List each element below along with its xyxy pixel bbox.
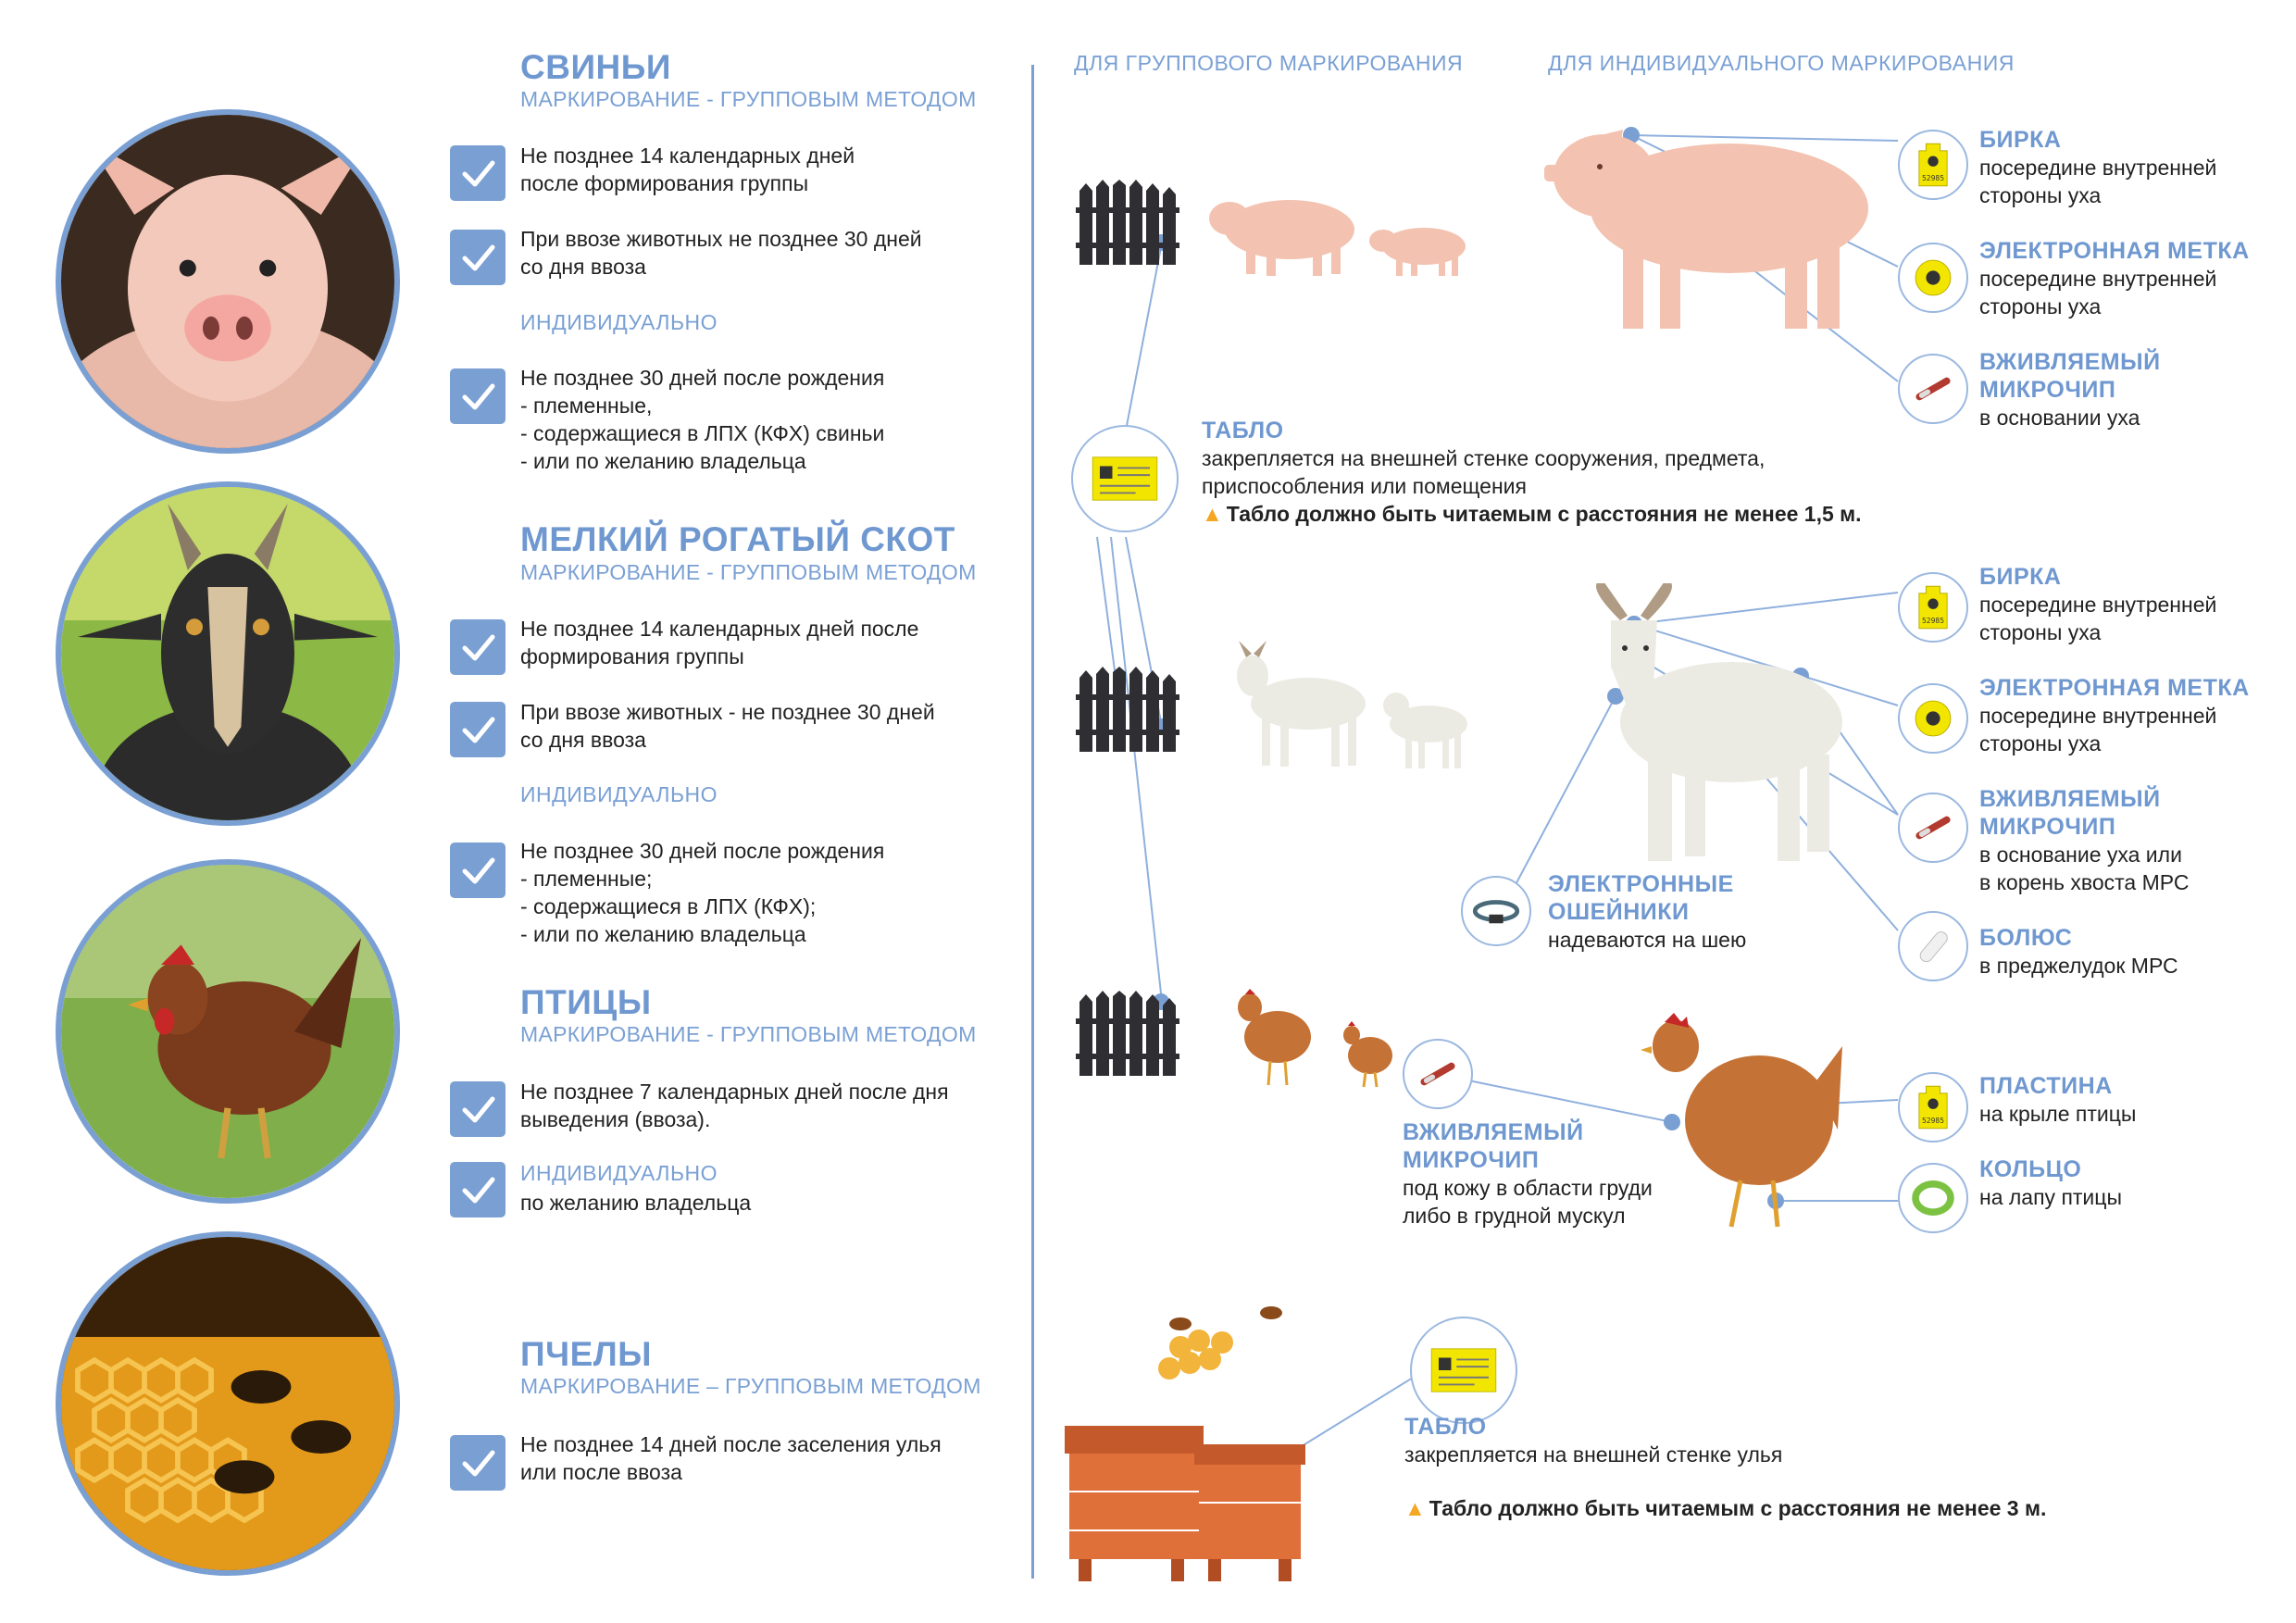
bird-chip-desc: под кожу в области груди либо в грудной мускул bbox=[1403, 1176, 1653, 1228]
smallcattle-rule-1: Не позднее 14 календарных дней после формирования группы bbox=[520, 617, 919, 668]
bird-ring-desc: на лапу птицы bbox=[1979, 1185, 2122, 1209]
goat-collar-desc: надеваются на шею bbox=[1548, 928, 1747, 952]
hive-tablo-icon bbox=[1410, 1317, 1517, 1424]
fence-icon bbox=[1076, 991, 1179, 1080]
tablo-warning: ▲ Табло должно быть читаемым с расстояния не менее 1,5 м. bbox=[1202, 502, 1862, 526]
chicken-group-illustration bbox=[1222, 981, 1398, 1092]
pig-group-illustration bbox=[1202, 181, 1489, 283]
goat-etag-label: ЭЛЕКТРОННАЯ МЕТКА bbox=[1979, 675, 2250, 701]
bees-rule-1: Не позднее 14 дней после заселения улья или после ввоза bbox=[520, 1432, 942, 1484]
birds-title: ПТИЦЫ bbox=[520, 983, 652, 1021]
birds-rule-1: Не позднее 7 календарных дней после дня выведения (ввоза). bbox=[520, 1080, 949, 1131]
birds-individual-label: ИНДИВИДУАЛЬНО bbox=[520, 1161, 718, 1185]
pig-chip-label: ВЖИВЛЯЕМЫЙ МИКРОЧИП bbox=[1979, 349, 2161, 403]
goat-chip-desc: в основание уха или в корень хвоста МРС bbox=[1979, 843, 2190, 894]
birds-individual-text: по желанию владельца bbox=[520, 1191, 752, 1215]
smallcattle-individual-label: ИНДИВИДУАЛЬНО bbox=[520, 782, 718, 806]
pig-illustration bbox=[1535, 120, 1887, 333]
tablo-icon bbox=[1071, 425, 1179, 532]
pig-chip-desc: в основании уха bbox=[1979, 406, 2140, 430]
hive-tablo-desc: закрепляется на внешней стенке улья bbox=[1404, 1442, 1783, 1467]
pigs-rule-1: Не позднее 14 календарных дней после формирования группы bbox=[520, 144, 855, 195]
svg-text:52985: 52985 bbox=[1921, 174, 1945, 183]
goat-tag-desc: посередине внутренней стороны уха bbox=[1979, 593, 2217, 644]
warning-icon: ▲ bbox=[1202, 502, 1223, 526]
goat-chip-label: ВЖИВЛЯЕМЫЙ МИКРОЧИП bbox=[1979, 786, 2161, 840]
bird-plate-label: ПЛАСТИНА bbox=[1979, 1073, 2113, 1099]
goat-tag-label: БИРКА bbox=[1979, 564, 2062, 590]
smallcattle-rule-2: При ввозе животных - не позднее 30 дней со дня ввоза bbox=[520, 700, 935, 752]
goat-collar-label: ЭЛЕКТРОННЫЕ ОШЕЙНИКИ bbox=[1548, 871, 1734, 925]
goat-illustration bbox=[1555, 583, 1861, 870]
microchip-icon bbox=[1898, 354, 1968, 424]
hive-tablo-label: ТАБЛО bbox=[1404, 1414, 1487, 1440]
beehive-illustration bbox=[1060, 1296, 1310, 1583]
hive-tablo-warning: ▲ Табло должно быть читаемым с расстояния не менее 3 м. bbox=[1404, 1496, 2047, 1520]
pigs-individual-label: ИНДИВИДУАЛЬНО bbox=[520, 310, 718, 334]
wing-plate-icon bbox=[1898, 1072, 1968, 1142]
goat-etag-desc: посередине внутренней стороны уха bbox=[1979, 704, 2217, 755]
pigs-individual-rule: Не позднее 30 дней после рождения - племенные, - содержащиеся в ЛПХ (КФХ) свиньи - или по желанию владельца bbox=[520, 366, 885, 473]
electronic-tag-icon bbox=[1898, 243, 1968, 313]
pig-tag-label: БИРКА bbox=[1979, 127, 2062, 153]
birds-subtitle: МАРКИРОВАНИЕ - ГРУППОВЫМ МЕТОДОМ bbox=[520, 1022, 977, 1046]
goat-bolus-desc: в преджелудок МРС bbox=[1979, 954, 2178, 978]
fence-icon bbox=[1076, 180, 1179, 268]
bird-plate-desc: на крыле птицы bbox=[1979, 1102, 2137, 1126]
svg-text:52985: 52985 bbox=[1921, 617, 1945, 626]
tablo-desc: закрепляется на внешней стенке сооружения, предмета, приспособления или помещения bbox=[1202, 446, 1766, 498]
collar-icon bbox=[1461, 876, 1531, 946]
ear-tag-icon bbox=[1898, 572, 1968, 643]
smallcattle-individual-rule: Не позднее 30 дней после рождения - племенные; - содержащиеся в ЛПХ (КФХ); - или по желанию владельца bbox=[520, 839, 885, 946]
group-marking-header: ДЛЯ ГРУППОВОГО МАРКИРОВАНИЯ bbox=[1074, 51, 1464, 75]
bees-title: ПЧЕЛЫ bbox=[520, 1335, 652, 1373]
warning-icon: ▲ bbox=[1404, 1496, 1426, 1520]
fence-icon bbox=[1076, 667, 1179, 755]
pigs-rule-2: При ввозе животных не позднее 30 дней со дня ввоза bbox=[520, 227, 922, 279]
pigs-title: СВИНЬИ bbox=[520, 48, 671, 86]
svg-text:52985: 52985 bbox=[1921, 1117, 1945, 1126]
pig-tag-desc: посередине внутренней стороны уха bbox=[1979, 156, 2217, 207]
smallcattle-title: МЕЛКИЙ РОГАТЫЙ СКОТ bbox=[520, 520, 955, 558]
individual-marking-header: ДЛЯ ИНДИВИДУАЛЬНОГО МАРКИРОВАНИЯ bbox=[1548, 51, 2015, 75]
leg-ring-icon bbox=[1898, 1163, 1968, 1233]
electronic-tag-icon bbox=[1898, 683, 1968, 754]
pigs-subtitle: МАРКИРОВАНИЕ - ГРУППОВЫМ МЕТОДОМ bbox=[520, 87, 977, 111]
pig-etag-desc: посередине внутренней стороны уха bbox=[1979, 267, 2217, 318]
goat-group-illustration bbox=[1220, 639, 1479, 778]
bees-subtitle: МАРКИРОВАНИЕ – ГРУППОВЫМ МЕТОДОМ bbox=[520, 1374, 981, 1398]
microchip-icon bbox=[1898, 793, 1968, 863]
goat-bolus-label: БОЛЮС bbox=[1979, 925, 2073, 951]
bird-ring-label: КОЛЬЦО bbox=[1979, 1156, 2082, 1182]
chicken-illustration bbox=[1639, 1009, 1852, 1241]
tablo-label: ТАБЛО bbox=[1202, 418, 1284, 443]
pig-etag-label: ЭЛЕКТРОННАЯ МЕТКА bbox=[1979, 238, 2250, 264]
smallcattle-subtitle: МАРКИРОВАНИЕ - ГРУППОВЫМ МЕТОДОМ bbox=[520, 560, 977, 584]
microchip-icon bbox=[1403, 1039, 1473, 1109]
bolus-icon bbox=[1898, 911, 1968, 981]
bird-chip-label: ВЖИВЛЯЕМЫЙ МИКРОЧИП bbox=[1403, 1119, 1584, 1173]
ear-tag-icon bbox=[1898, 130, 1968, 200]
